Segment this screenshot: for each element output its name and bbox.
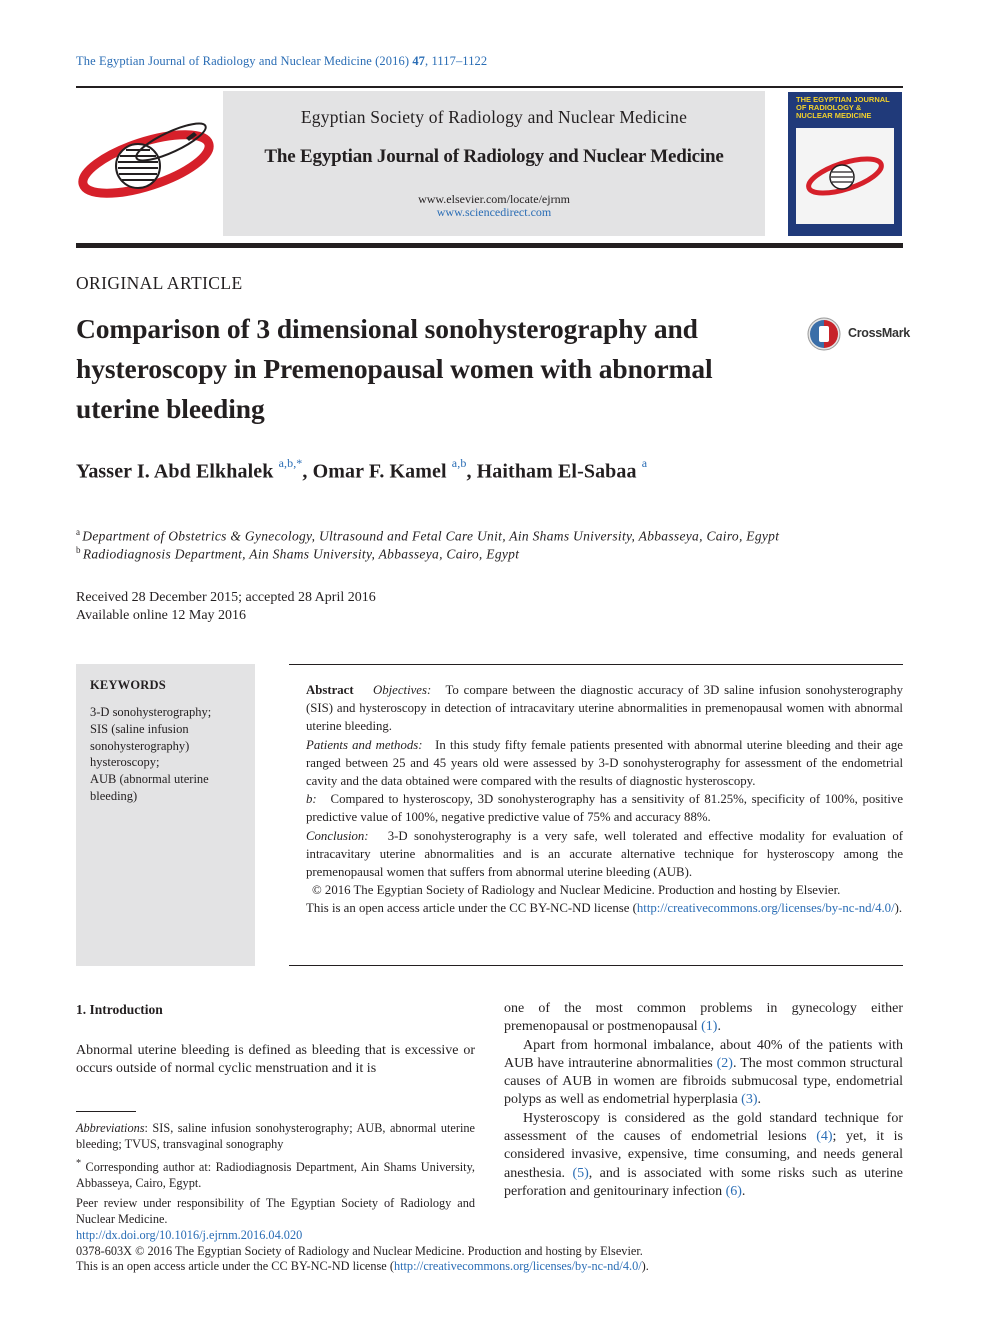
issn-line: 0378-603X © 2016 The Egyptian Society of Radiology and Nuclear Medicine. Production and hosting by Elsevier. — [76, 1243, 643, 1258]
journal-cover — [788, 92, 902, 236]
footer-license-link[interactable]: http://creativecommons.org/licenses/by-nc-nd/4.0/ — [393, 1259, 642, 1273]
intro-text: ; yet, it is considered invasive, expensive, time consuming, and needs general anesthesia. — [504, 1129, 903, 1181]
sciencedirect-link[interactable]: www.sciencedirect.com — [436, 205, 552, 219]
intro-right-column — [504, 1000, 903, 1201]
methods-label: Patients and methods: — [306, 737, 423, 752]
author-name[interactable]: Yasser I. Abd Elkhalek — [76, 460, 274, 483]
abstract-copyright: © 2016 The Egyptian Society of Radiology and Nuclear Medicine. Production and hosting by Elsevier. — [312, 883, 841, 898]
intro-paragraph: Hysteroscopy is considered as the gold standard technique for assessment of the causes of endometrial lesions (4); yet, it is considered invasive, expensive, time consuming, and needs general anesthesia. (5), and is associated with some risks such as uterine perforation and genitourinary infection (6). — [504, 1110, 904, 1199]
keyword-item: 3-D sonohysterography; — [90, 705, 212, 719]
author-name[interactable]: Haitham El-Sabaa — [476, 460, 637, 483]
peer-review-note: Peer review under responsibility of The Egyptian Society of Radiology and Nuclear Medicine. — [76, 1196, 475, 1227]
society-name: Egyptian Society of Radiology and Nuclear Medicine — [300, 107, 688, 127]
results-text: Compared to hysteroscopy, 3D sonohysterography has a sensitivity of 81.25%, specificity of 100%, positive predictive value of 100%, negative predictive value of 75% and accuracy 88%. — [306, 792, 903, 825]
license-link[interactable]: http://creativecommons.org/licenses/by-nc-nd/4.0/ — [636, 901, 895, 916]
keywords-box — [76, 664, 255, 966]
abstract — [306, 681, 903, 918]
conclusion-text: 3-D sonohysterography is a very safe, well tolerated and effective modality for evaluation of intracavitary uterine abnormalities and is an accurate alternative technique for hysteroscopy among the premenopausal women that suffers from abnormal uterine bleeding (AUB). — [306, 828, 903, 880]
author-affiliation-marks[interactable]: a,b — [451, 456, 467, 470]
footnotes — [76, 1120, 475, 1231]
affiliation-text: Radiodiagnosis Department, Ain Shams University, Abbasseya, Cairo, Egypt — [82, 546, 520, 562]
keywords-list — [90, 704, 250, 805]
affiliation — [76, 545, 519, 563]
journal-banner — [223, 91, 765, 236]
objectives-text: To compare between the diagnostic accuracy of 3D saline infusion sonohysterography (SIS) and hysteroscopy in detection of intracavitary uterine abnormalities in premenopausal women with abnormal uterine bleeding. — [306, 683, 903, 734]
reference-link[interactable]: (3) — [741, 1092, 758, 1108]
top-rule — [76, 86, 903, 88]
intro-paragraph: one of the most common problems in gynecology either premenopausal or postmenopausal (1). — [504, 1001, 903, 1035]
author-affiliation-marks[interactable]: a,b,* — [278, 456, 303, 470]
affiliation — [76, 527, 779, 545]
corresponding-mark: * — [76, 1158, 82, 1169]
author-affiliation-marks[interactable]: a — [641, 456, 648, 470]
intro-text: , and is associated with some risks such as uterine perforation and genitourinary infection — [504, 1165, 904, 1199]
intro-text: Hysteroscopy is considered as the gold standard technique for assessment of the causes of endometrial lesions — [504, 1110, 903, 1145]
crossmark-label[interactable]: CrossMark — [848, 326, 910, 340]
affiliation-text: Department of Obstetrics & Gynecology, Ultrasound and Fetal Care Unit, Ain Shams University, Abbasseya, Cairo, Egypt — [82, 528, 780, 544]
journal-name: The Egyptian Journal of Radiology and Nuclear Medicine — [264, 146, 724, 167]
footer-license-prefix: This is an open access article under the CC BY-NC-ND license ( — [76, 1259, 394, 1273]
intro-paragraph: Abnormal uterine bleeding is defined as bleeding that is excessive or occurs outside of normal cyclic menstruation and it is — [76, 1043, 475, 1077]
author-separator: , — [466, 460, 477, 483]
abbreviations-note — [76, 1120, 475, 1152]
journal-volume: 47 — [412, 54, 426, 68]
affiliation-mark: b — [76, 545, 81, 555]
abbreviations-label: Abbreviations — [76, 1121, 145, 1135]
footer-license — [76, 1259, 903, 1275]
society-logo — [76, 118, 216, 210]
intro-text: Apart from hormonal imbalance, about 40% of the patients with AUB have intrauterine abnormalities — [504, 1037, 903, 1071]
intro-paragraph: Apart from hormonal imbalance, about 40% of the patients with AUB have intrauterine abnormalities (2). The most common structural causes of AUB in women are fibroids submucosal type, endometrial polyps as well as endometrial hyperplasia (3). — [504, 1037, 903, 1108]
journal-ref-text: The Egyptian Journal of Radiology and Nuclear Medicine (2016) — [76, 54, 413, 68]
article-type: ORIGINAL ARTICLE — [76, 273, 243, 293]
elsevier-url[interactable]: www.elsevier.com/locate/ejrnm — [418, 192, 570, 206]
reference-link[interactable]: (6) — [725, 1183, 742, 1199]
results-label: b: — [306, 792, 317, 807]
reference-link[interactable]: (1) — [701, 1019, 718, 1035]
reference-link[interactable]: (2) — [716, 1055, 733, 1071]
journal-pages: , 1117–1122 — [425, 54, 488, 68]
abstract-bottom-rule — [289, 965, 903, 966]
intro-text: one of the most common problems in gynecology either premenopausal or postmenopausal — [504, 1001, 903, 1035]
abstract-top-rule — [289, 664, 903, 665]
crossmark-icon — [806, 316, 842, 352]
society-logo-icon — [76, 118, 216, 210]
keyword-item: SIS (saline infusion sonohysterography) — [90, 721, 190, 753]
article-title: Comparison of 3 dimensional sonohysterography and hysteroscopy in Premenopausal women with abnormal uterine bleeding — [76, 313, 713, 424]
reference-link[interactable]: (5) — [572, 1165, 589, 1181]
keyword-item: hysteroscopy; — [90, 755, 160, 770]
doi-link[interactable]: http://dx.doi.org/10.1016/j.ejrnm.2016.04.020 — [76, 1228, 303, 1242]
cover-panel — [796, 128, 894, 224]
abbreviations-text: : SIS, saline infusion sonohysterography; AUB, abnormal uterine bleeding; TVUS, transvaginal sonography — [76, 1121, 475, 1151]
conclusion-label: Conclusion: — [306, 828, 369, 843]
footnote-rule — [76, 1111, 136, 1112]
corresponding-note — [76, 1156, 475, 1191]
author-name[interactable]: Omar F. Kamel — [312, 460, 447, 483]
corresponding-text: Corresponding author at: Radiodiagnosis Department, Ain Shams University, Abbasseya, Cairo, Egypt. — [76, 1160, 475, 1191]
page-footer — [76, 1228, 903, 1275]
cover-title: THE EGYPTIAN JOURNAL OF RADIOLOGY & NUCLEAR MEDICINE — [796, 95, 890, 120]
journal-reference[interactable] — [76, 54, 487, 69]
intro-heading: 1. Introduction — [76, 1002, 163, 1017]
license-prefix: This is an open access article under the CC BY-NC-ND license ( — [306, 901, 637, 916]
received-date: Received 28 December 2015; accepted 28 April 2016 — [76, 590, 376, 605]
abstract-label: Abstract — [306, 683, 354, 697]
methods-text: In this study fifty female patients presented with abnormal uterine bleeding and their age ranged between 25 and 45 years old were assessed by 3-D sonohysterography for assessment of the endometrial cavity and the data obtained were compared with the results of diagnostic hysteroscopy. — [306, 737, 903, 789]
keyword-item: AUB (abnormal uterine bleeding) — [90, 772, 209, 803]
reference-link[interactable]: (4) — [816, 1129, 833, 1145]
license-suffix: ). — [894, 901, 903, 916]
cover-logo-icon — [796, 128, 894, 224]
objectives-label: Objectives: — [372, 683, 432, 697]
header-rule — [76, 243, 903, 248]
available-date: Available online 12 May 2016 — [76, 608, 247, 623]
author-list — [76, 456, 648, 484]
keywords-heading: KEYWORDS — [90, 678, 166, 692]
footer-license-suffix: ). — [641, 1259, 649, 1273]
author-separator: , — [302, 460, 313, 483]
intro-text: . The most common structural causes of AUB in women are fibroids submucosal type, endometrial polyps as well as endometrial hyperplasia — [504, 1055, 903, 1108]
affiliation-mark: a — [76, 527, 81, 537]
